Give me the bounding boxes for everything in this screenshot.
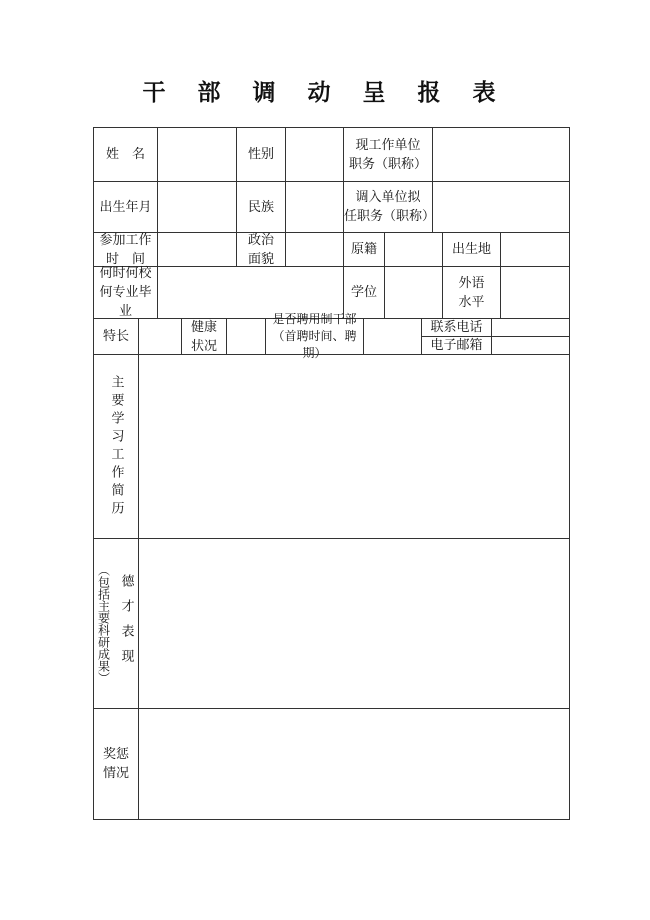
label-performance-text: 德才表现 <box>118 573 134 674</box>
field-degree[interactable] <box>384 266 443 319</box>
label-specialty: 特长 <box>93 318 139 355</box>
label-degree: 学位 <box>343 266 385 319</box>
field-phone[interactable] <box>491 318 570 337</box>
label-name: 姓 名 <box>93 127 158 182</box>
label-current-job: 现工作单位 职务（职称） <box>343 127 433 182</box>
field-ethnicity[interactable] <box>285 181 344 233</box>
field-transfer-job[interactable] <box>432 181 570 233</box>
field-language[interactable] <box>500 266 570 319</box>
label-resume-text: 主要学习工作简历 <box>108 374 124 519</box>
field-health[interactable] <box>226 318 266 355</box>
label-health: 健康 状况 <box>181 318 227 355</box>
field-specialty[interactable] <box>138 318 182 355</box>
field-work-start[interactable] <box>157 232 237 267</box>
label-school: 何时何校 何专业毕业 <box>93 266 158 319</box>
label-phone: 联系电话 <box>421 318 492 337</box>
label-gender: 性别 <box>236 127 286 182</box>
field-contract[interactable] <box>363 318 422 355</box>
field-performance[interactable] <box>138 538 570 709</box>
field-resume[interactable] <box>138 354 570 539</box>
label-performance <box>93 538 139 709</box>
label-native: 原籍 <box>343 232 385 267</box>
label-ethnicity: 民族 <box>236 181 286 233</box>
label-resume <box>93 354 139 539</box>
field-birth[interactable] <box>157 181 237 233</box>
label-rewards: 奖惩 情况 <box>93 708 139 820</box>
label-email: 电子邮箱 <box>421 336 492 355</box>
field-rewards[interactable] <box>138 708 570 820</box>
field-birthplace[interactable] <box>500 232 570 267</box>
label-birthplace: 出生地 <box>442 232 501 267</box>
field-current-job[interactable] <box>432 127 570 182</box>
label-contract: 是否聘用制干部 （首聘时间、聘期） <box>265 318 364 355</box>
field-name[interactable] <box>157 127 237 182</box>
field-email[interactable] <box>491 336 570 355</box>
field-native[interactable] <box>384 232 443 267</box>
label-political: 政治 面貌 <box>236 232 286 267</box>
label-work-start: 参加工作 时 间 <box>93 232 158 267</box>
label-language: 外语 水平 <box>442 266 501 319</box>
label-birth: 出生年月 <box>93 181 158 233</box>
field-gender[interactable] <box>285 127 344 182</box>
page-title: 干 部 调 动 呈 报 表 <box>142 80 508 106</box>
label-transfer-job: 调入单位拟 任职务（职称） <box>343 181 433 233</box>
label-performance-note: （包括主要科研成果） <box>96 563 111 684</box>
field-political[interactable] <box>285 232 344 267</box>
